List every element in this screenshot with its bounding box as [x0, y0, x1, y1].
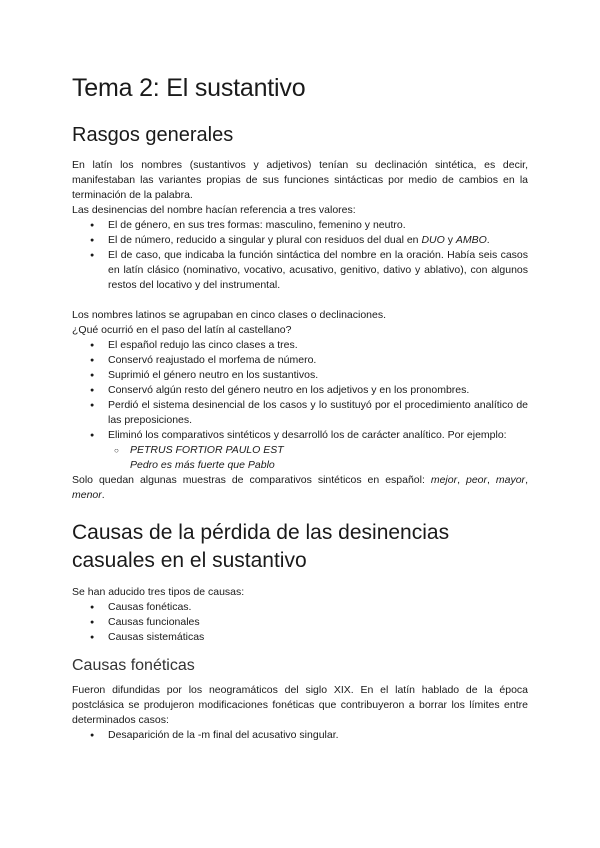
paragraph-comparativos: Solo quedan algunas muestras de comparativos sintéticos en español: mejor, peor, mayor, menor. [72, 474, 528, 501]
list-item: ● Conservó reajustado el morfema de número. [108, 353, 528, 368]
list-item: ● Causas funcionales [108, 615, 528, 630]
paragraph-tipos-causas: Se han aducido tres tipos de causas: [72, 586, 245, 598]
list-item: ● Desaparición de la -m final del acusativo singular. [108, 728, 528, 743]
list-causas [72, 600, 528, 645]
list-item: ● El de caso, que indicaba la función sintáctica del nombre en la oración. Había seis casos en latín clásico (nominativo, vocativo, acusativo, genitivo, dativo y ablativo), con algunos restos del locativo y del instrumental. [108, 248, 528, 293]
list-valores [72, 218, 528, 293]
list-cambios [72, 338, 528, 473]
document-title: Tema 2: El sustantivo [72, 74, 306, 102]
list-item [108, 233, 528, 248]
word-peor: peor [465, 474, 487, 486]
word-mayor: mayor [495, 474, 526, 486]
paragraph-clases: Los nombres latinos se agrupaban en cinco clases o declinaciones. [72, 309, 387, 321]
example-item [130, 443, 528, 473]
heading-causas-foneticas: Causas fonéticas [72, 657, 195, 674]
list-item-text: El de número, reducido a singular y plural con residuos del dual en [108, 234, 422, 246]
word-menor: menor [72, 489, 102, 501]
latin-word: AMBO [455, 234, 487, 246]
list-item [108, 428, 528, 473]
list-item: ● Conservó algún resto del género neutro en los adjetivos y en los pronombres. [108, 383, 528, 398]
list-item-text: Eliminó los comparativos sintéticos y desarrolló los de carácter analítico. Por ejemplo: [108, 429, 507, 441]
heading-causas-perdida: Causas de la pérdida de las desinencias casuales en el sustantivo [72, 521, 450, 572]
text: Solo quedan algunas muestras de comparativos sintéticos en español: [72, 474, 431, 486]
word-mejor: mejor [430, 474, 458, 486]
list-item: ● El español redujo las cinco clases a tres. [108, 338, 528, 353]
heading-rasgos-generales: Rasgos generales [72, 124, 234, 146]
example-spanish: Pedro es más fuerte que Pablo [130, 459, 275, 471]
list-item: ● El de género, en sus tres formas: masculino, femenino y neutro. [108, 218, 528, 233]
example-latin: PETRUS FORTIOR PAULO EST [130, 444, 284, 456]
sublist-ejemplo [108, 443, 528, 473]
list-item: ● Causas sistemáticas [108, 630, 528, 645]
paragraph-declinacion: En latín los nombres (sustantivos y adjetivos) tenían su declinación sintética, es decir, manifestaban las variantes propias de sus funciones sintácticas por medio de cambios en la terminación de la palabra. [72, 159, 528, 201]
paragraph-neogramaticos: Fueron difundidas por los neogramáticos del siglo XIX. En el latín hablado de la época postclásica se produjeron modificaciones fonéticas que contribuyeron a borrar los límites entre determinados casos: [72, 684, 528, 726]
list-item-text: . [486, 234, 490, 246]
latin-word: DUO [421, 234, 445, 246]
paragraph-desinencias: Las desinencias del nombre hacían referencia a tres valores: [72, 204, 356, 216]
list-modificaciones [72, 728, 528, 743]
paragraph-pregunta: ¿Qué ocurrió en el paso del latín al castellano? [72, 324, 292, 336]
list-item: ● Perdió el sistema desinencial de los casos y lo sustituyó por el procedimiento analítico de las preposiciones. [108, 398, 528, 428]
list-item: ● Causas fonéticas. [108, 600, 528, 615]
list-item-text: y [444, 234, 456, 246]
list-item: ● Suprimió el género neutro en los sustantivos. [108, 368, 528, 383]
